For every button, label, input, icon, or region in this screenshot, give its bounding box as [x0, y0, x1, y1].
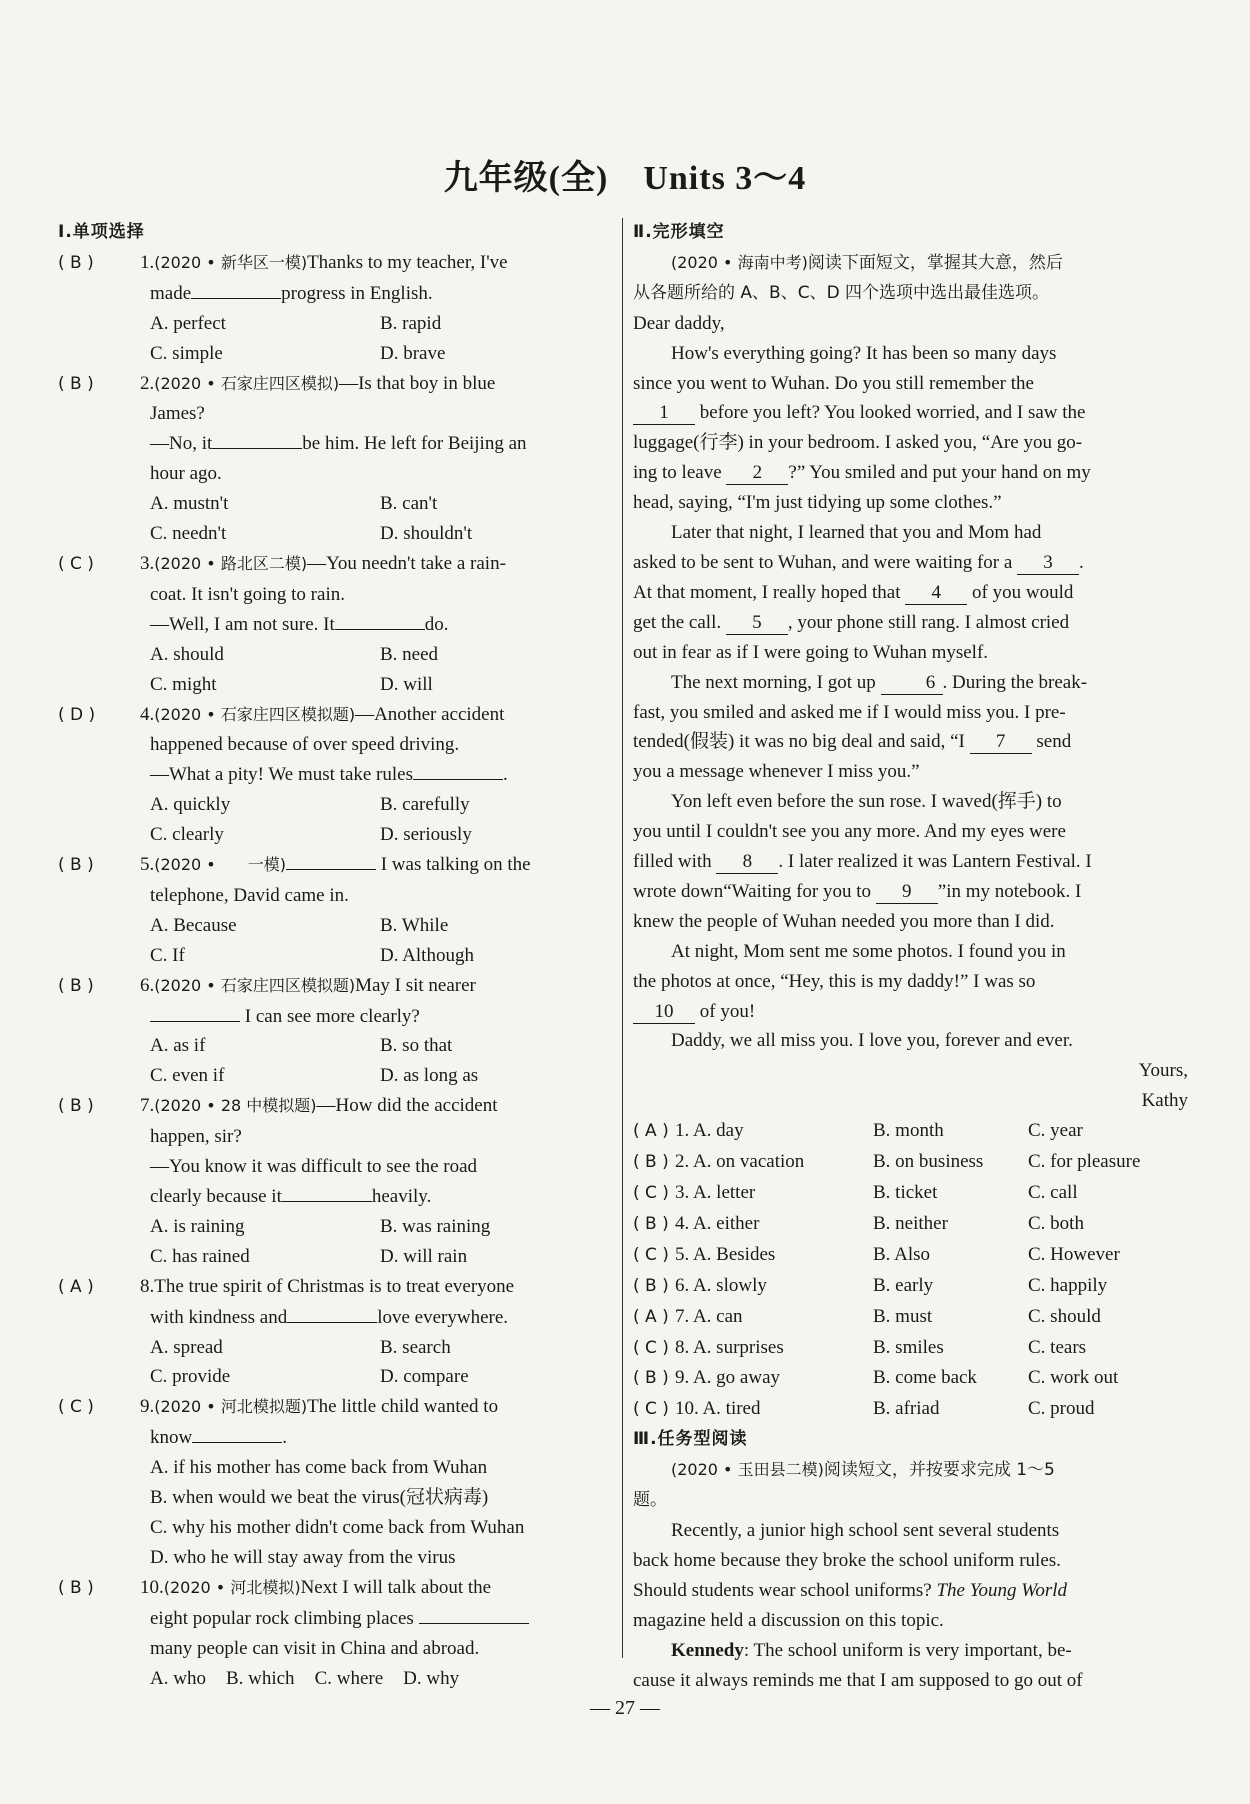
- cloze-blank-10: 10: [633, 1001, 695, 1024]
- answer-blank: [287, 1304, 377, 1323]
- question-number: 9.: [140, 1396, 155, 1418]
- option-a: 7. A. can: [675, 1305, 743, 1327]
- answer-mark: ( C ): [633, 1337, 669, 1358]
- question-source: (2020 • 路北区二模): [154, 553, 308, 573]
- answer-blank: [150, 1003, 240, 1022]
- passage-line: . During the break-: [942, 671, 1088, 693]
- passage-line: tended(假装) it was no big deal and said, “I: [633, 731, 965, 753]
- option-a: A. as if: [150, 1035, 206, 1057]
- passage-line: The next morning, I got up: [671, 671, 876, 693]
- passage-line: filled with: [633, 851, 712, 873]
- question-stem: —What a pity! We must take rules: [150, 764, 413, 786]
- answer-mark: ( C ): [58, 553, 94, 574]
- question-5: [58, 850, 614, 971]
- answer-mark: ( C ): [58, 1397, 94, 1418]
- question-source: (2020 • 石家庄四区模拟题): [154, 704, 356, 724]
- passage-line: out in fear as if I were going to Wuhan myself.: [633, 641, 989, 663]
- passage-line: Daddy, we all miss you. I love you, forever and ever.: [671, 1030, 1073, 1052]
- option-c: C. has rained: [150, 1245, 250, 1267]
- question-stem: coat. It isn't going to rain.: [150, 583, 345, 605]
- instruction-text: 题。: [633, 1490, 667, 1511]
- page-title: 九年级(全) Units 3～4: [443, 160, 807, 197]
- answer-mark: ( C ): [633, 1244, 669, 1265]
- passage-line: since you went to Wuhan. Do you still remember the: [633, 372, 1034, 394]
- cloze-answer-row: [633, 1147, 1188, 1178]
- cloze-blank-1: 1: [633, 402, 695, 425]
- option-d: D. seriously: [380, 824, 472, 846]
- passage-line: How's everything going? It has been so many days: [671, 342, 1057, 364]
- option-d: D. as long as: [380, 1065, 479, 1087]
- answer-mark: ( D ): [58, 704, 96, 725]
- passage-line: the photos at once, “Hey, this is my daddy!” I was so: [633, 970, 1036, 992]
- question-stem: The true spirit of Christmas is to treat everyone: [154, 1275, 515, 1297]
- passage-line: : The school uniform is very important, be-: [743, 1639, 1072, 1661]
- question-number: 2.: [140, 372, 155, 394]
- passage-line: of you would: [972, 581, 1074, 603]
- passage-source: (2020 • 海南中考): [671, 252, 808, 272]
- option-a: 3. A. letter: [675, 1182, 756, 1203]
- question-stem: Next I will talk about the: [300, 1576, 492, 1598]
- option-c: C. clearly: [150, 824, 224, 846]
- passage-line: back home because they broke the school uniform rules.: [633, 1549, 1061, 1571]
- column-divider: [622, 218, 623, 1658]
- option-b: B. rapid: [380, 312, 442, 334]
- option-b: B. early: [873, 1274, 934, 1296]
- option-d: D. why: [403, 1667, 460, 1689]
- passage-line: Recently, a junior high school sent several students: [671, 1519, 1060, 1541]
- cloze-answer-row: [633, 1209, 1188, 1240]
- cloze-answer-row: [633, 1178, 1188, 1209]
- question-stem: telephone, David came in.: [150, 884, 349, 906]
- letter-signature: Kathy: [1141, 1090, 1188, 1112]
- question-stem: clearly because it: [150, 1186, 282, 1207]
- option-b: B. come back: [873, 1367, 977, 1389]
- question-source: (2020 • 一模): [154, 855, 286, 875]
- question-stem: —No, it: [150, 433, 213, 455]
- passage-line: magazine held a discussion on this topic.: [633, 1609, 944, 1631]
- section-heading-cloze: Ⅱ.完形填空: [633, 222, 725, 242]
- option-c: C. even if: [150, 1065, 225, 1087]
- option-b: B. ticket: [873, 1182, 938, 1203]
- question-number: 7.: [140, 1095, 155, 1117]
- option-c: C. proud: [1028, 1398, 1095, 1420]
- section-heading-single-choice: Ⅰ.单项选择: [58, 222, 145, 242]
- option-a: A. Because: [150, 914, 237, 936]
- option-c: C. should: [1028, 1305, 1101, 1327]
- passage-line: . I later realized it was Lantern Festival. I: [778, 851, 1092, 873]
- question-source: (2020 • 28 中模拟题): [154, 1096, 317, 1116]
- answer-mark: ( B ): [58, 252, 94, 273]
- cloze-answer-row: [633, 1302, 1188, 1333]
- magazine-title: The Young World: [936, 1579, 1068, 1601]
- section-heading-task-reading: Ⅲ.任务型阅读: [633, 1429, 748, 1450]
- question-stem: with kindness and: [150, 1306, 288, 1328]
- passage-line: cause it always reminds me that I am supposed to go out of: [633, 1669, 1083, 1691]
- option-b: B. when would we beat the virus(冠状病毒): [150, 1487, 489, 1509]
- option-a: 5. A. Besides: [675, 1243, 776, 1265]
- question-source: (2020 • 石家庄四区模拟题): [154, 975, 356, 995]
- answer-blank: [212, 430, 302, 449]
- option-b: B. so that: [380, 1035, 453, 1057]
- option-b: B. neither: [873, 1212, 948, 1234]
- question-stem: May I sit nearer: [355, 974, 476, 996]
- answer-mark: ( B ): [633, 1213, 669, 1234]
- option-c: C. why his mother didn't come back from Wuhan: [150, 1516, 525, 1538]
- option-d: D. compare: [380, 1366, 469, 1388]
- speaker-name: Kennedy: [671, 1639, 744, 1661]
- question-number: 1.: [140, 251, 155, 273]
- cloze-blank-5: 5: [726, 612, 788, 635]
- cloze-blank-2: 2: [726, 462, 788, 485]
- cloze-answer-row: [633, 1394, 1188, 1425]
- instruction-text: 从各题所给的 A、B、C、D 四个选项中选出最佳选项。: [633, 282, 1050, 303]
- passage-line: of you!: [699, 1000, 756, 1022]
- question-number: 6.: [140, 974, 155, 996]
- question-stem: Thanks to my teacher, I've: [307, 251, 508, 273]
- question-stem: —Well, I am not sure. It: [150, 613, 335, 635]
- passage-line: At night, Mom sent me some photos. I found you in: [671, 940, 1066, 962]
- option-d: D. Although: [380, 944, 474, 966]
- answer-mark: ( A ): [633, 1306, 669, 1327]
- cloze-answer-row: [633, 1271, 1188, 1302]
- question-stem: be him. He left for Beijing an: [302, 433, 527, 455]
- question-stem: —How did the accident: [316, 1095, 498, 1117]
- question-number: 4.: [140, 703, 155, 725]
- option-c: C. call: [1028, 1182, 1078, 1203]
- option-d: D. will: [380, 673, 433, 695]
- right-column: [633, 218, 1188, 1724]
- answer-mark: ( B ): [633, 1368, 669, 1389]
- cloze-answer-row: [633, 1116, 1188, 1147]
- option-a: 6. A. slowly: [675, 1274, 767, 1296]
- passage-line: get the call.: [633, 611, 722, 633]
- question-source: (2020 • 新华区一模): [154, 252, 308, 272]
- question-stem: hour ago.: [150, 463, 222, 485]
- answer-mark: ( B ): [58, 855, 94, 876]
- passage-line: ing to leave: [633, 462, 722, 484]
- answer-mark: ( B ): [633, 1152, 669, 1173]
- option-b: B. Also: [873, 1243, 931, 1265]
- passage-line: asked to be sent to Wuhan, and were waiting for a: [633, 551, 1013, 573]
- answer-mark: ( B ): [58, 1096, 94, 1117]
- question-stem: I can see more clearly?: [244, 1005, 420, 1027]
- option-a: A. who: [150, 1667, 206, 1689]
- option-c: C. needn't: [150, 523, 227, 545]
- question-stem: eight popular rock climbing places: [150, 1607, 414, 1629]
- option-b: B. must: [873, 1305, 933, 1327]
- option-b: B. month: [873, 1120, 944, 1142]
- option-a: 4. A. either: [675, 1212, 760, 1234]
- passage-line: ?” You smiled and put your hand on my: [788, 462, 1091, 484]
- option-a: 1. A. day: [675, 1120, 744, 1142]
- left-column: [58, 218, 614, 1724]
- question-stem: .: [282, 1427, 287, 1449]
- passage-line: knew the people of Wuhan needed you more than I did.: [633, 910, 1055, 932]
- option-c: C. happily: [1028, 1274, 1108, 1296]
- question-source: (2020 • 石家庄四区模拟): [154, 373, 340, 393]
- passage-line: Should students wear school uniforms?: [633, 1579, 932, 1601]
- option-b: B. afriad: [873, 1398, 940, 1420]
- answer-blank: [191, 280, 281, 299]
- passage-line: Later that night, I learned that you and Mom had: [671, 522, 1042, 544]
- question-stem: happen, sir?: [150, 1126, 242, 1148]
- option-a: 10. A. tired: [675, 1398, 761, 1420]
- cloze-blank-4: 4: [905, 582, 967, 605]
- cloze-blank-8: 8: [716, 851, 778, 874]
- passage-line: before you left? You looked worried, and I saw the: [699, 402, 1086, 424]
- letter-greeting: Dear daddy,: [633, 312, 725, 334]
- question-source: (2020 • 河北模拟题): [154, 1397, 308, 1417]
- answer-mark: ( A ): [633, 1121, 669, 1142]
- option-a: 2. A. on vacation: [675, 1151, 805, 1173]
- question-10: [58, 1573, 614, 1694]
- option-b: B. need: [380, 643, 439, 665]
- option-d: D. who he will stay away from the virus: [150, 1546, 456, 1568]
- question-8: [58, 1272, 614, 1393]
- option-b: B. can't: [380, 493, 438, 515]
- option-a: A. quickly: [150, 794, 231, 816]
- option-a: 9. A. go away: [675, 1367, 781, 1389]
- question-source: (2020 • 河北模拟): [163, 1577, 301, 1597]
- option-c: C. might: [150, 673, 217, 695]
- question-stem: The little child wanted to: [307, 1396, 499, 1418]
- answer-blank: [192, 1424, 282, 1443]
- answer-mark: ( A ): [58, 1276, 94, 1297]
- passage-source: (2020 • 玉田县二模): [671, 1460, 824, 1480]
- question-stem: James?: [150, 403, 205, 425]
- question-stem: —Is that boy in blue: [339, 372, 496, 394]
- passage-line: fast, you smiled and asked me if I would miss you. I pre-: [633, 701, 1066, 723]
- answer-blank: [286, 851, 376, 870]
- instruction-text: 阅读短文，并按要求完成 1～5: [823, 1460, 1055, 1481]
- instruction-text: 阅读下面短文，掌握其大意，然后: [807, 252, 1063, 273]
- option-d: D. brave: [380, 342, 446, 364]
- option-c: C. both: [1028, 1212, 1084, 1234]
- passage-line: ”in my notebook. I: [937, 880, 1082, 902]
- answer-blank: [282, 1183, 372, 1202]
- answer-blank: [335, 611, 425, 630]
- question-stem: —You needn't take a rain-: [307, 552, 506, 574]
- question-stem: heavily.: [371, 1186, 432, 1207]
- page-number: — 27 —: [590, 1697, 660, 1719]
- option-a: A. if his mother has come back from Wuhan: [150, 1457, 488, 1479]
- option-c: C. where: [314, 1667, 384, 1689]
- question-stem: happened because of over speed driving.: [150, 734, 460, 756]
- answer-blank: [419, 1605, 529, 1624]
- passage-line: Yon left even before the sun rose. I waved(挥手) to: [671, 791, 1062, 813]
- question-9: [58, 1392, 614, 1572]
- option-d: D. shouldn't: [380, 523, 473, 545]
- option-c: C. year: [1028, 1120, 1083, 1142]
- option-b: B. was raining: [380, 1215, 491, 1237]
- question-7: [58, 1091, 614, 1271]
- cloze-passage: [633, 339, 1188, 1117]
- question-number: 5.: [140, 854, 155, 876]
- question-stem: do.: [424, 613, 449, 635]
- passage-line: head, saying, “I'm just tidying up some clothes.”: [633, 492, 1002, 514]
- question-stem: many people can visit in China and abroad.: [150, 1637, 480, 1659]
- question-stem: .: [503, 764, 508, 786]
- option-d: D. will rain: [380, 1245, 468, 1267]
- option-a: A. is raining: [150, 1215, 245, 1237]
- option-c: C. provide: [150, 1366, 231, 1388]
- answer-mark: ( B ): [633, 1275, 669, 1296]
- option-b: B. search: [380, 1336, 451, 1358]
- option-b: B. carefully: [380, 794, 470, 816]
- option-b: B. While: [380, 914, 449, 936]
- answer-blank: [413, 761, 503, 780]
- question-number: 8.: [140, 1275, 155, 1297]
- question-number: 10.: [140, 1576, 164, 1598]
- cloze-blank-9: 9: [876, 881, 938, 904]
- question-6: [58, 971, 614, 1092]
- question-stem: know: [150, 1427, 193, 1449]
- cloze-answer-options: [633, 1116, 1188, 1425]
- cloze-answer-row: [633, 1333, 1188, 1364]
- option-b: B. smiles: [873, 1336, 944, 1358]
- question-stem: made: [150, 282, 192, 304]
- passage-line: wrote down“Waiting for you to: [633, 880, 872, 902]
- passage-line: send: [1036, 731, 1072, 753]
- option-c: C. for pleasure: [1028, 1151, 1141, 1173]
- option-b: B. on business: [873, 1151, 984, 1173]
- option-c: C. tears: [1028, 1336, 1087, 1358]
- question-4: [58, 700, 614, 851]
- letter-closing: Yours,: [1138, 1060, 1188, 1082]
- question-3: [58, 549, 614, 700]
- passage-line: you until I couldn't see you any more. And my eyes were: [633, 821, 1066, 843]
- passage-line: .: [1079, 551, 1084, 573]
- answer-mark: ( C ): [633, 1183, 669, 1203]
- passage-line: , your phone still rang. I almost cried: [787, 611, 1070, 633]
- cloze-answer-row: [633, 1363, 1188, 1394]
- answer-mark: ( B ): [58, 1577, 94, 1598]
- answer-mark: ( B ): [58, 975, 94, 996]
- option-a: A. mustn't: [150, 493, 229, 515]
- question-2: [58, 369, 614, 549]
- passage-line: luggage(行李) in your bedroom. I asked you, “Are you go-: [633, 432, 1083, 454]
- option-c: C. work out: [1028, 1367, 1119, 1389]
- question-stem: I was talking on the: [380, 854, 531, 876]
- answer-mark: ( B ): [58, 373, 94, 394]
- cloze-blank-3: 3: [1017, 552, 1079, 575]
- question-stem: love everywhere.: [377, 1306, 509, 1328]
- answer-mark: ( C ): [633, 1399, 669, 1420]
- question-number: 3.: [140, 552, 155, 574]
- passage-line: you a message whenever I miss you.”: [633, 761, 920, 783]
- question-stem: —Another accident: [355, 703, 505, 725]
- question-1: [58, 248, 614, 369]
- question-stem: —You know it was difficult to see the road: [150, 1156, 478, 1178]
- question-stem: progress in English.: [281, 282, 433, 304]
- option-c: C. If: [150, 944, 185, 966]
- option-c: C. simple: [150, 342, 223, 364]
- option-a: A. spread: [150, 1336, 223, 1358]
- option-a: A. perfect: [150, 312, 226, 334]
- passage-line: At that moment, I really hoped that: [633, 581, 901, 603]
- option-a: A. should: [150, 643, 224, 665]
- cloze-answer-row: [633, 1240, 1188, 1271]
- cloze-blank-7: 7: [970, 731, 1032, 754]
- cloze-blank-6: 6: [881, 672, 943, 695]
- option-c: C. However: [1028, 1243, 1120, 1265]
- option-a: 8. A. surprises: [675, 1336, 784, 1358]
- option-b: B. which: [225, 1667, 295, 1689]
